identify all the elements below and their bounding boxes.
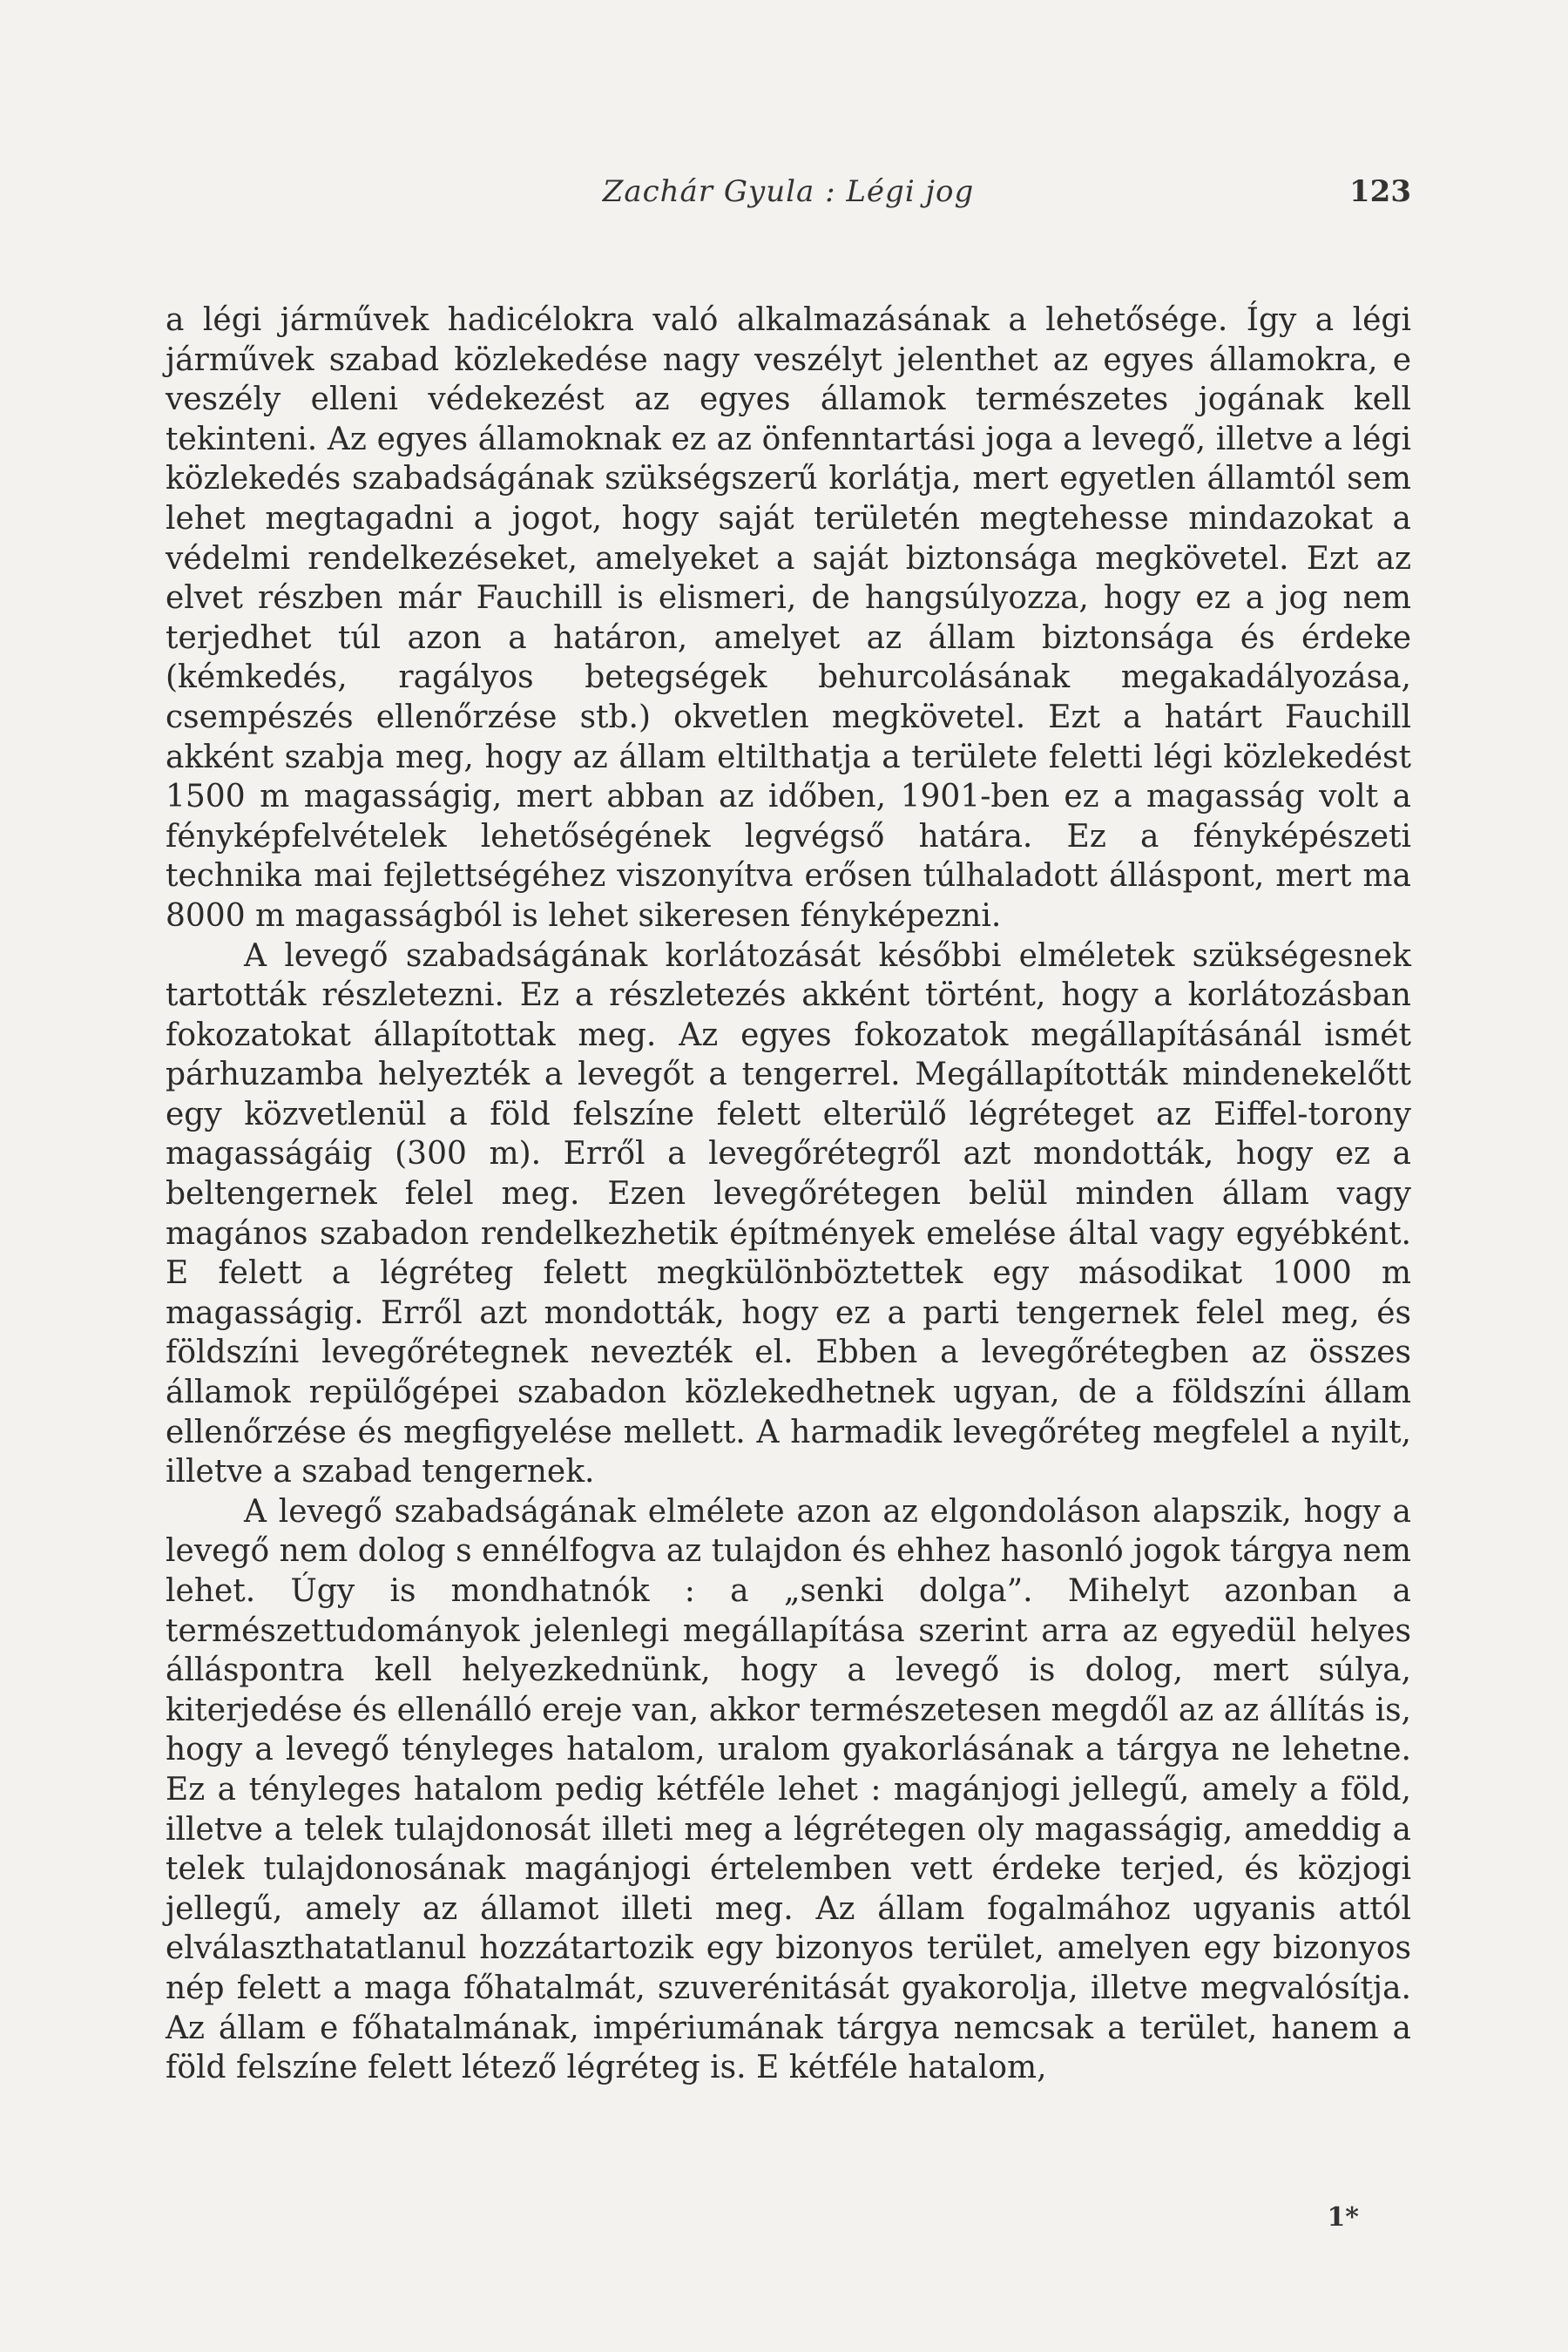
page-number: 123 — [1349, 174, 1411, 209]
running-head: Zachár Gyula : Légi jog — [602, 174, 975, 209]
signature-mark: 1* — [1327, 2202, 1359, 2233]
paragraph-1: a légi járművek hadicélokra való alkalmazásának a lehetősége. Így a légi járművek szabad közlekedése nagy veszélyt jelenthet az egyes államokra, e veszély elleni védekezést az egyes államok természetes jogának kell tekinteni. Az egyes államoknak ez az önfenntartási joga a levegő, illetve a légi közlekedés szabadságának szükségszerű korlátja, mert egyetlen államtól sem lehet megtagadni a jogot, hogy saját területén megtehesse mindazokat a védelmi rendelkezéseket, amelyeket a saját biztonsága megkövetel. Ezt az elvet részben már Fauchill is elismeri, de hangsúlyozza, hogy ez a jog nem terjedhet túl azon a határon, amelyet az állam biztonsága és érdeke (kémkedés, ragályos betegségek behurcolásának megakadályozása, csempészés ellenőrzése stb.) okvetlen megkövetel. Ezt a határt Fauchill akként szabja meg, hogy az állam eltilthatja a területe feletti légi közlekedést 1500 m magasságig, mert abban az időben, 1901-ben ez a magasság volt a fényképfelvételek lehetőségének legvégső határa. Ez a fényképészeti technika mai fejlettségéhez viszonyítva erősen túlhaladott álláspont, mert ma 8000 m magasságból is lehet sikeresen fényképezni. — [166, 302, 1411, 934]
page-header — [166, 174, 1411, 218]
body-text — [166, 301, 1411, 2088]
paragraph-3: A levegő szabadságának elmélete azon az elgondoláson alapszik, hogy a levegő nem dolog s ennélfogva az tulajdon és ehhez hasonló jogok tárgya nem lehet. Úgy is mondhatnók : a „senki dolga”. Mihelyt azonban a természettudományok jelenlegi megállapítása szerint arra az egyedül helyes álláspontra kell helyezkednünk, hogy a levegő is dolog, mert súlya, kiterjedése és ellenálló ereje van, akkor természetesen megdől az az állítás is, hogy a levegő tényleges hatalom, uralom gyakorlásának a tárgya ne lehetne. Ez a tényleges hatalom pedig kétféle lehet : magánjogi jellegű, amely a föld, illetve a telek tulajdonosát illeti meg a légrétegen oly magasságig, ameddig a telek tulajdonosának magánjogi értelemben vett érdeke terjed, és közjogi jellegű, amely az államot illeti meg. Az állam fogalmához ugyanis attól elválaszthatatlanul hozzátartozik egy bizonyos terület, amelyen egy bizonyos nép felett a maga főhatalmát, szuverénitását gyakorolja, illetve megvalósítja. Az állam e főhatalmának, impériumának tárgya nemcsak a terület, hanem a föld felszíne felett létező légréteg is. E kétféle hatalom, — [166, 1493, 1411, 2086]
paragraph-2: A levegő szabadságának korlátozását későbbi elméletek szükségesnek tartották részletezni. Ez a részletezés akként történt, hogy a korlátozásban fokozatokat állapítottak meg. Az egyes fokozatok megállapításánál ismét párhuzamba helyezték a levegőt a tengerrel. Megállapították mindenekelőtt egy közvetlenül a föld felszíne felett elterülő légréteget az Eiffel-torony magasságáig (300 m). Erről a levegőrétegről azt mondották, hogy ez a beltengernek felel meg. Ezen levegőrétegen belül minden állam vagy magános szabadon rendelkezhetik építmények emelése által vagy egyébként. E felett a légréteg felett megkülönböztettek egy másodikat 1000 m magasságig. Erről azt mondották, hogy ez a parti tengernek felel meg, és földszíni levegőrétegnek nevezték el. Ebben a levegőrétegben az összes államok repülőgépei szabadon közlekedhetnek ugyan, de a földszíni állam ellenőrzése és megfigyelése mellett. A harmadik levegőréteg megfelel a nyilt, illetve a szabad tengernek. — [166, 937, 1411, 1490]
